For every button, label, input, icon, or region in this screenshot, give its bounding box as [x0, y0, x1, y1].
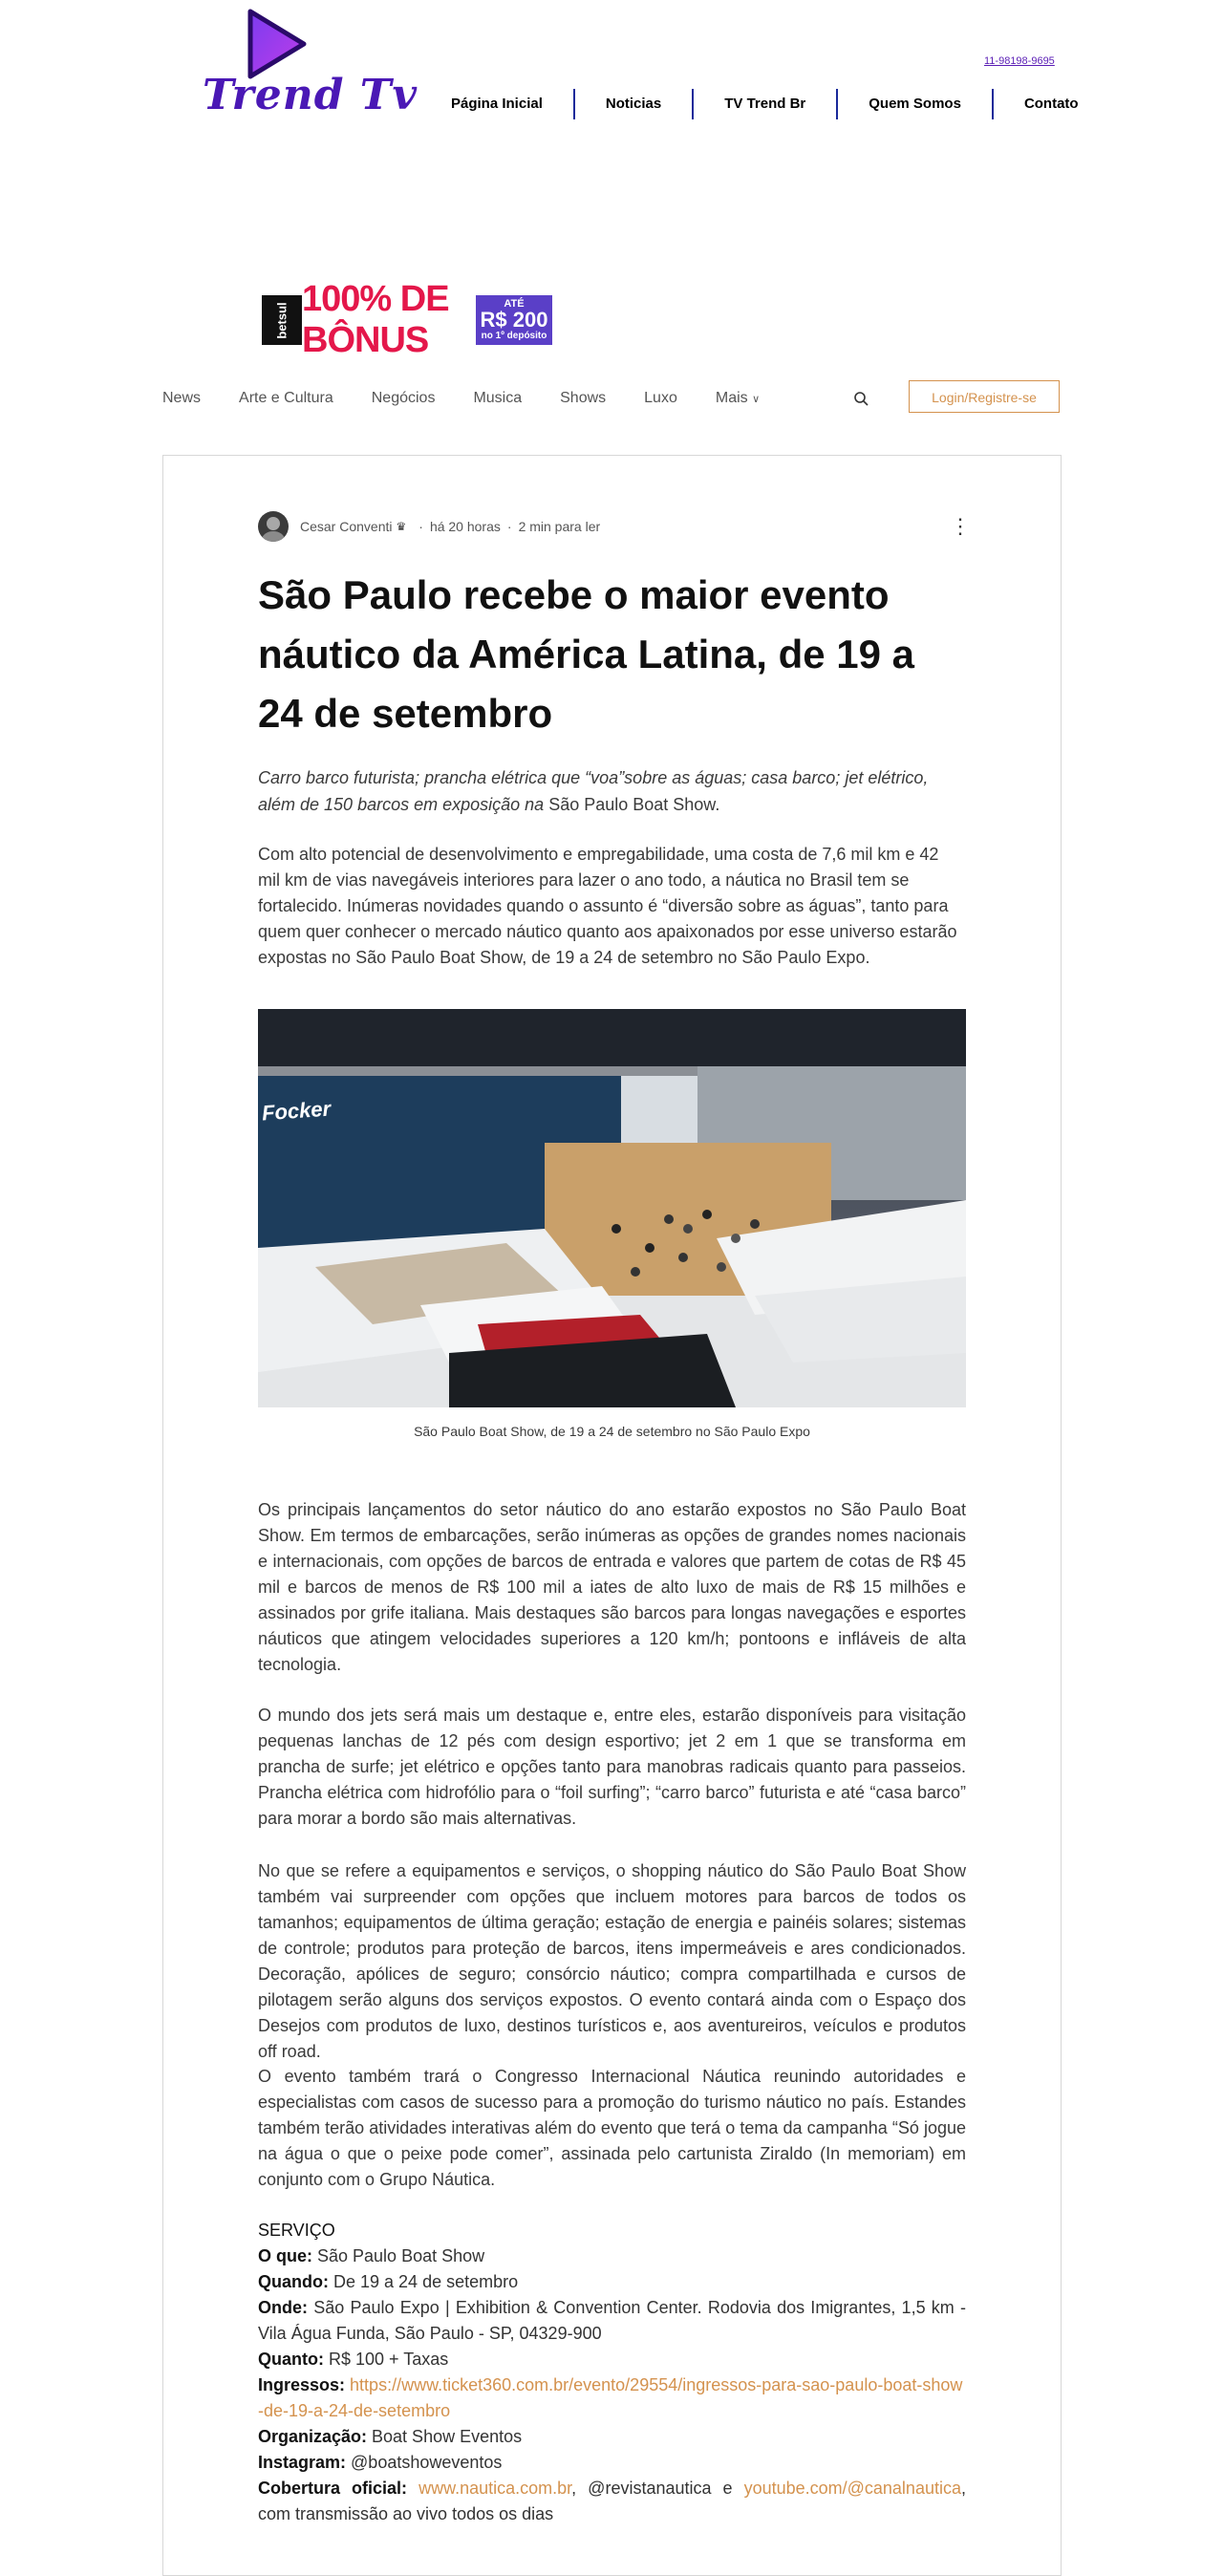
banner-headline: 100% DE BÔNUS — [302, 295, 476, 345]
value-quando: De 19 a 24 de setembro — [329, 2272, 519, 2291]
label-instagram: Instagram: — [258, 2453, 347, 2472]
category-more-dropdown[interactable] — [716, 390, 760, 407]
service-heading: SERVIÇO — [258, 2221, 335, 2240]
body-paragraph-1: Os principais lançamentos do setor náutico do ano estarão expostos no São Paulo Boat Show. Em termos de embarcações, serão inúmeras as opções de grandes nomes nacionais e internacionais, com opções de barcos de entrada e valores que partem de cotas de R$ 45 mil e barcos de menos de R$ 100 mil a iates de alto luxo de mais de R$ 15 milhões e assinados por grife italiana. Mais destaques são barcos para longas navegações e esportes náuticos que atingem velocidades superiores a 120 km/h; pontoons e infláveis de alta tecnologia. — [258, 1500, 966, 1674]
post-time: há 20 horas — [429, 519, 501, 534]
ad-banner[interactable] — [262, 279, 552, 360]
cobertura-mid: , @revistanautica e — [571, 2479, 744, 2498]
lede-tail: São Paulo Boat Show. — [544, 795, 720, 814]
label-organizacao: Organização: — [258, 2427, 368, 2446]
value-o-que: São Paulo Boat Show — [312, 2246, 485, 2265]
label-ingressos: Ingressos: — [258, 2375, 346, 2394]
label-quanto: Quanto: — [258, 2350, 324, 2369]
more-label: Mais — [715, 390, 748, 406]
site-logo[interactable] — [203, 6, 418, 120]
youtube-link[interactable]: youtube.com/@canalnautica — [743, 2479, 961, 2498]
category-musica[interactable]: Musica — [473, 390, 523, 406]
body-paragraph-2: O mundo dos jets será mais um destaque e, entre eles, estarão disponíveis para visitação pequenas lanchas de 12 pés com design esportivo; jet 2 em 1 que se transforma em prancha de surfe; jet elétrico e opções tanto para manobras radicais quanto para passeios. Prancha elétrica com hidrofólio para o “foil surfing”; “carro barco” futurista e até “casa barco” para morar a bordo são mais alternativas. — [258, 1706, 966, 1828]
value-onde: São Paulo Expo | Exhibition & Convention Center. Rodovia dos Imigrantes, 1,5 km - Vila Água Funda, São Paulo - SP, 04329-900 — [258, 2298, 966, 2343]
separator-dot: · — [418, 519, 423, 534]
more-options-icon[interactable]: ⋮ — [950, 514, 971, 538]
value-organizacao: Boat Show Eventos — [367, 2427, 523, 2446]
search-icon[interactable] — [852, 390, 871, 409]
body-paragraph-3: No que se refere a equipamentos e serviços, o shopping náutico do São Paulo Boat Show também vai surpreender com opções que incluem motores para barcos de todos os tamanhos; equipamentos de última geração; estação de energia e painéis solares; sistemas de controle; produtos para proteção de barcos, itens impermeáveis e ares condicionados. Decoração, apólices de seguro; consórcio náutico; compra compartilhada e cursos de pilotagem serão alguns dos serviços expostos. O evento contará ainda com o Espaço dos Desejos com produtos de luxo, destinos turísticos e, aos aventureiros, veículos e produtos off road. — [258, 1861, 966, 2061]
label-cobertura: Cobertura oficial: — [258, 2479, 408, 2498]
read-time: 2 min para ler — [518, 519, 601, 534]
blog-category-nav — [162, 382, 760, 415]
ingressos-link[interactable]: https://www.ticket360.com.br/evento/29554/ingressos-para-sao-paulo-boat-show-de-19-a-24-de-setembro — [258, 2375, 963, 2420]
author-name[interactable]: Cesar Conventi — [300, 519, 393, 534]
value-quanto: R$ 100 + Taxas — [324, 2350, 449, 2369]
post-title: São Paulo recebe o maior evento náutico da América Latina, de 19 a 24 de setembro — [258, 572, 915, 736]
phone-link[interactable]: 11-98198-9695 — [984, 55, 1055, 67]
category-negocios[interactable]: Negócios — [371, 390, 436, 406]
banner-note: no 1º depósito — [481, 331, 547, 341]
post-image[interactable] — [258, 1009, 966, 1407]
photo-brand-text: Focker — [261, 1096, 332, 1126]
nautica-link[interactable]: www.nautica.com.br — [418, 2479, 572, 2498]
cobertura-tail: , com transmissão ao vivo todos os dias — [258, 2479, 966, 2523]
banner-brand: betsul — [262, 295, 302, 345]
post-intro: Com alto potencial de desenvolvimento e empregabilidade, uma costa de 7,6 mil km e 42 mil km de vias navegáveis interiores para lazer o ano todo, a náutica no Brasil tem se fortalecido. Inúmeras novidades quando o assunto é “diversão sobre as águas”, tanto para quem quer conhecer o mercado náutico quanto aos apaixonados por esse universo estarão expostas no São Paulo Boat Show, de 19 a 24 de setembro no São Paulo Expo. — [258, 845, 957, 967]
body-paragraph-4: O evento também trará o Congresso Internacional Náutica reunindo autoridades e especialistas com casos de sucesso para a promoção do turismo náutico no país. Estandes também terão atividades interativas além do evento que terá o tema da campanha “Só jogue na água o que o peixe pode comer”, assinada pelo cartunista Ziraldo (In memoriam) em conjunto com o Grupo Náutica. — [258, 2067, 966, 2189]
crown-icon: ♛ — [396, 520, 407, 533]
category-luxo[interactable]: Luxo — [644, 390, 677, 406]
boat-show-photo — [258, 1009, 966, 1407]
chevron-down-icon: ∨ — [752, 394, 761, 405]
banner-amount: R$ 200 — [480, 308, 548, 332]
author-avatar[interactable] — [258, 511, 289, 542]
label-o-que: O que: — [258, 2246, 312, 2265]
nav-tv-trend-br[interactable]: TV Trend Br — [724, 96, 806, 112]
nav-pagina-inicial[interactable]: Página Inicial — [451, 96, 543, 112]
banner-ate: ATÉ — [504, 298, 525, 310]
value-instagram: @boatshoweventos — [346, 2453, 503, 2472]
category-shows[interactable]: Shows — [560, 390, 607, 406]
image-caption: São Paulo Boat Show, de 19 a 24 de setembro no São Paulo Expo — [414, 1424, 810, 1439]
lede-italic: Carro barco futurista; prancha elétrica que “voa”sobre as águas; casa barco; jet elétrico, além de 150 barcos em exposição na — [258, 768, 929, 814]
login-button[interactable]: Login/Registre-se — [909, 380, 1060, 413]
label-quando: Quando: — [258, 2272, 329, 2291]
category-news[interactable]: News — [162, 390, 202, 406]
nav-noticias[interactable]: Noticias — [605, 96, 662, 112]
post-meta — [258, 511, 600, 542]
separator-dot: · — [506, 519, 512, 534]
category-arte-e-cultura[interactable]: Arte e Cultura — [239, 390, 333, 406]
main-nav — [420, 88, 1109, 120]
nav-contato[interactable]: Contato — [1023, 96, 1079, 112]
nav-quem-somos[interactable]: Quem Somos — [869, 96, 961, 112]
banner-offer — [476, 295, 552, 345]
label-onde: Onde: — [258, 2298, 308, 2317]
post-lede — [258, 764, 965, 818]
logo-text: Trend Tv — [203, 71, 418, 119]
service-info — [258, 2218, 966, 2527]
